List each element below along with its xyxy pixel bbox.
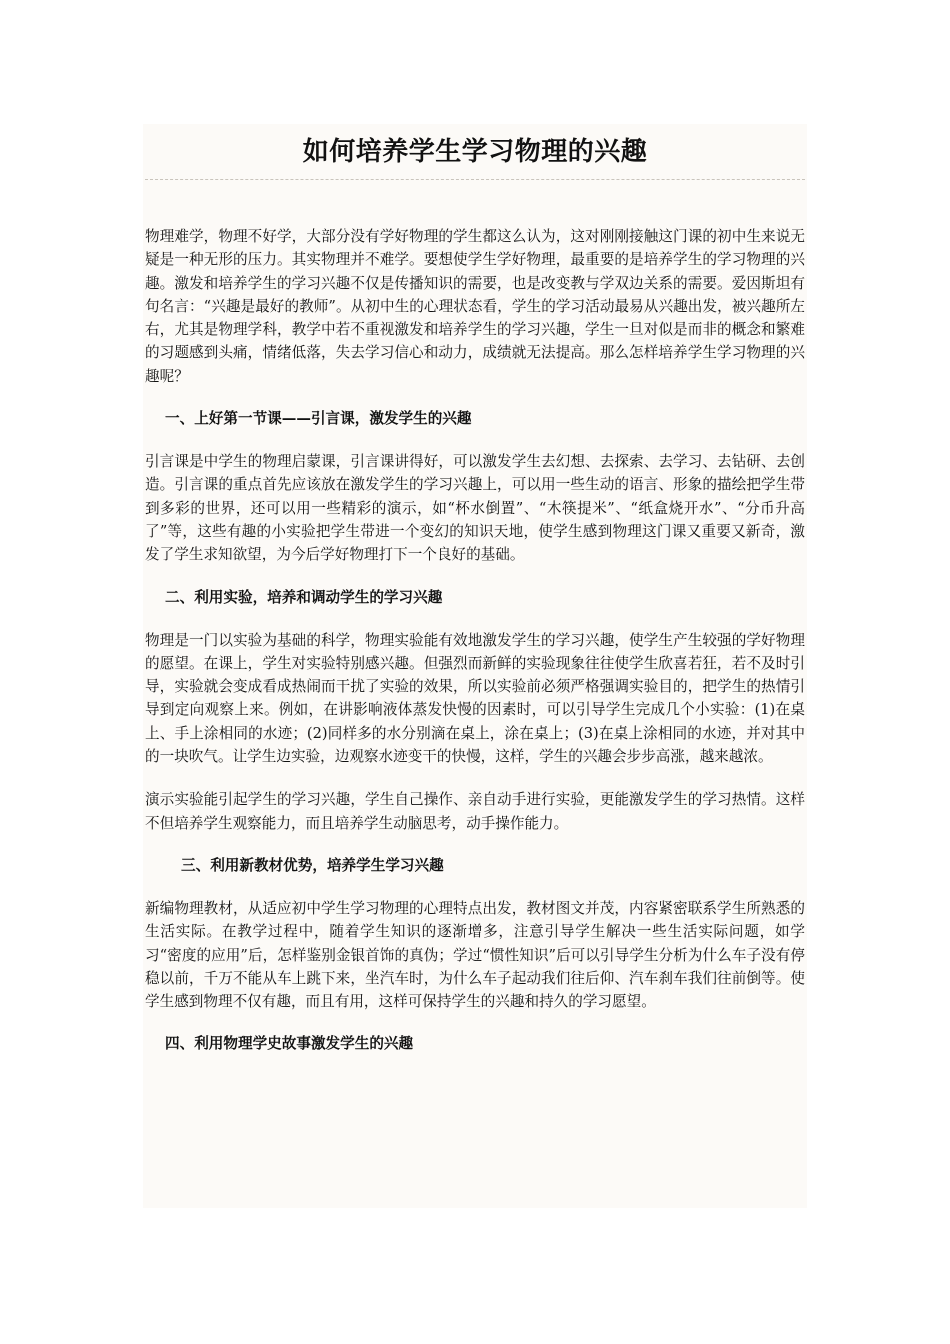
document-page — [143, 124, 807, 1208]
section-2-heading: 二、利用实验，培养和调动学生的学习兴趣 — [165, 588, 443, 606]
section-2-paragraph-1: 物理是一门以实验为基础的科学，物理实验能有效地激发学生的学习兴趣，使学生产生较强的学好物理的愿望。在课上，学生对实验特别感兴趣。但强烈而新鲜的实验现象往往使学生欣喜若狂，若不及时引导，实验就会变成看成热闹而干扰了实验的效果，所以实验前必须严格强调实验目的，把学生的热情引导到定向观察上来。例如，在讲影响液体蒸发快慢的因素时，可以引导学生完成几个小实验：(1)在桌上、手上涂相同的水迹；(2)同样多的水分别滴在桌上，涂在桌上；(3)在桌上涂相同的水迹，并对其中的一块吹气。让学生边实验，边观察水迹变干的快慢，这样，学生的兴趣会步步高涨，越来越浓。 — [145, 631, 805, 766]
section-1-heading: 一、上好第一节课——引言课，激发学生的兴趣 — [165, 410, 472, 428]
section-3-paragraph: 新编物理教材，从适应初中学生学习物理的心理特点出发，教材图文并茂，内容紧密联系学生所熟悉的生活实际。在教学过程中，随着学生知识的逐渐增多，注意引导学生解决一些生活实际问题，如学习“密度的应用”后，怎样鉴别金银首饰的真伪；学过“惯性知识”后可以引导学生分析为什么车子没有停稳以前，千万不能从车上跳下来，坐汽车时，为什么车子起动我们往后仰、汽车刹车我们往前倒等。使学生感到物理不仅有趣，而且有用，这样可保持学生的兴趣和持久的学习愿望。 — [145, 899, 805, 1011]
title-divider — [145, 179, 805, 180]
document-body — [143, 225, 807, 1055]
section-3-heading: 三、利用新教材优势，培养学生学习兴趣 — [181, 856, 444, 874]
section-1-paragraph: 引言课是中学生的物理启蒙课，引言课讲得好，可以激发学生去幻想、去探索、去学习、去钻研、去创造。引言课的重点首先应该放在激发学生的学习兴趣上，可以用一些生动的语言、形象的描绘把学生带到多彩的世界，还可以用一些精彩的演示，如“杯水倒置”、“木筷提米”、“纸盒烧开水”、“分币升高了”等，这些有趣的小实验把学生带进一个变幻的知识天地，使学生感到物理这门课又重要又新奇，激发了学生求知欲望，为今后学好物理打下一个良好的基础。 — [145, 453, 805, 564]
document-title: 如何培养学生学习物理的兴趣 — [302, 137, 648, 167]
intro-paragraph: 物理难学，物理不好学，大部分没有学好物理的学生都这么认为，这对刚刚接触这门课的初中生来说无疑是一种无形的压力。其实物理并不难学。要想使学生学好物理，最重要的是培养学生的学习物理的兴趣。激发和培养学生的学习兴趣不仅是传播知识的需要，也是改变教与学双边关系的需要。爱因斯坦有句名言：“兴趣是最好的教师”。从初中生的心理状态看，学生的学习活动最易从兴趣出发，被兴趣所左右，尤其是物理学科，教学中若不重视激发和培养学生的学习兴趣，学生一旦对似是而非的概念和繁难的习题感到头痛，情绪低落，失去学习信心和动力，成绩就无法提高。那么怎样培养学生学习物理的兴趣呢？ — [145, 228, 805, 385]
section-4-heading: 四、利用物理学史故事激发学生的兴趣 — [165, 1035, 414, 1053]
section-2-paragraph-2: 演示实验能引起学生的学习兴趣，学生自己操作、亲自动手进行实验，更能激发学生的学习热情。这样不但培养学生观察能力，而且培养学生动脑思考，动手操作能力。 — [145, 791, 805, 832]
